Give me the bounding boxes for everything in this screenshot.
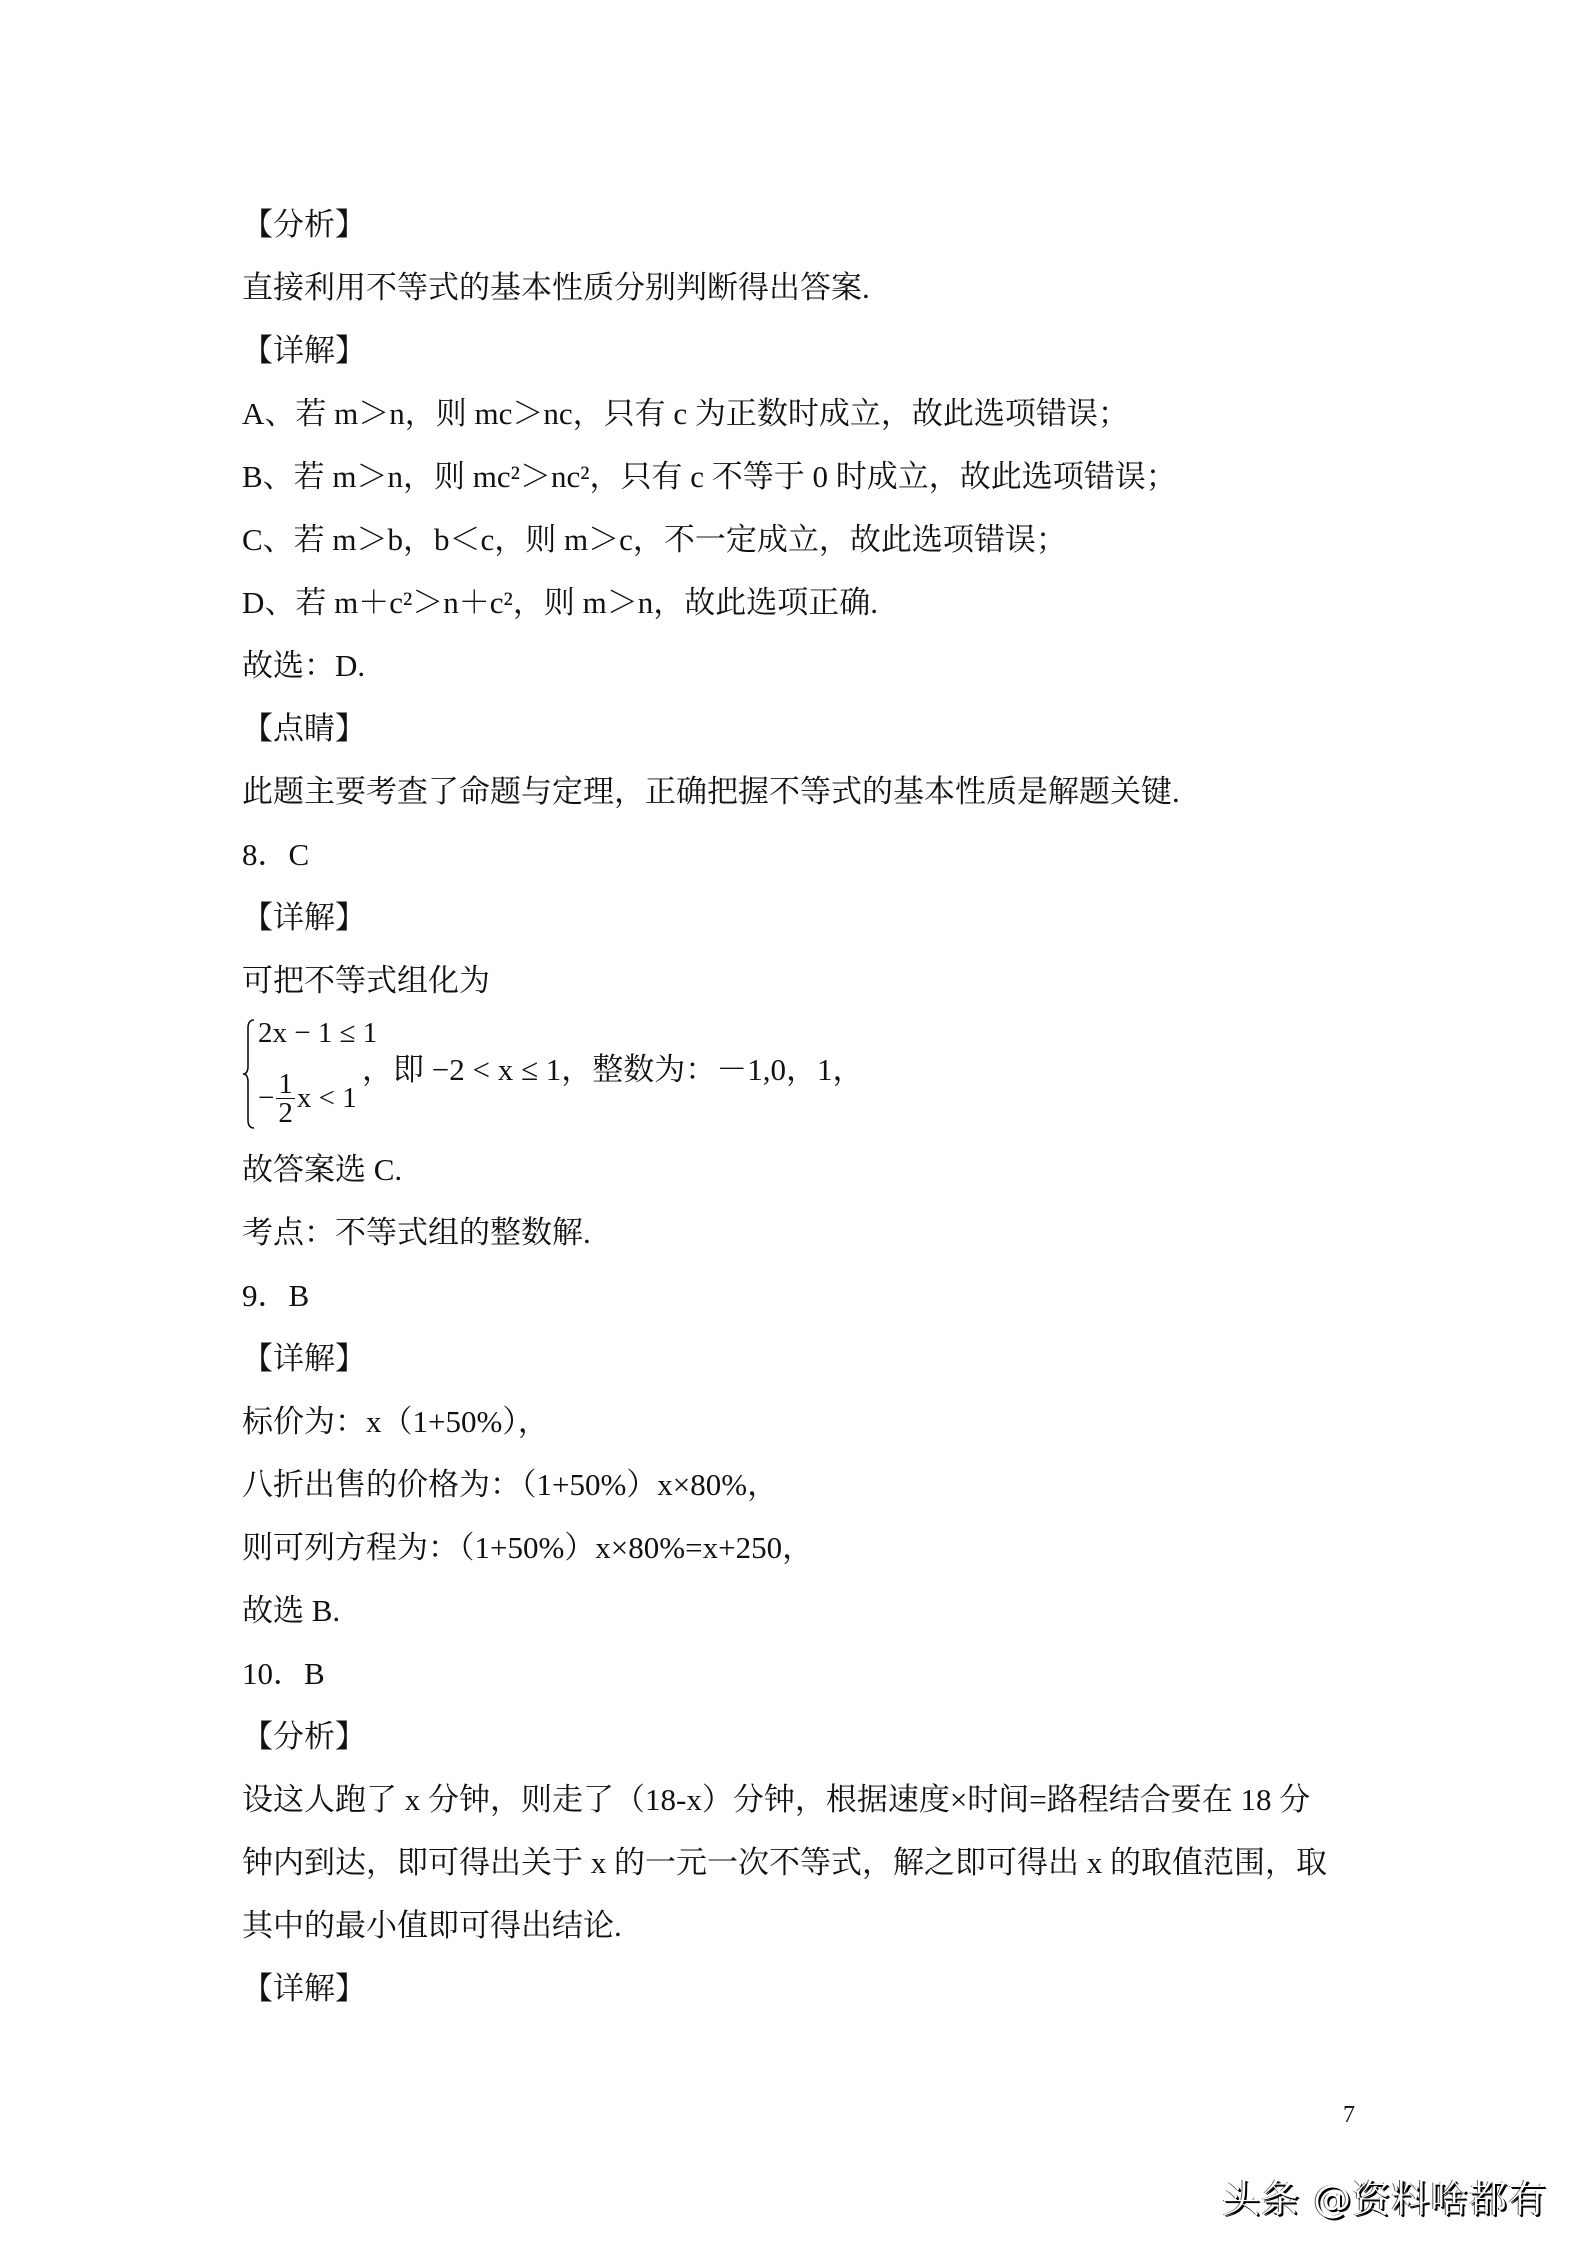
document-body [242,193,1362,2020]
text-line: 【详解】 [242,1341,366,1376]
text-line: D、若 m＋c²＞n＋c²，则 m＞n，故此选项正确. [242,585,878,620]
text-line: 此题主要考查了命题与定理，正确把握不等式的基本性质是解题关键. [242,774,1180,809]
numerator: 1 [278,1068,293,1100]
inequality-2-rest: x < 1 [296,1082,357,1114]
text-line: 可把不等式组化为 [242,963,490,998]
text-line: 【详解】 [242,1971,366,2006]
text-line: C、若 m＞b，b＜c，则 m＞c，不一定成立，故此选项错误； [242,522,1067,557]
text-line: 八折出售的价格为：（1+50%）x×80%， [242,1467,779,1502]
text-line: A、若 m＞n，则 mc＞nc，只有 c 为正数时成立，故此选项错误； [242,396,1129,431]
left-brace-icon [242,1018,256,1130]
text-line: 故选：D. [242,648,366,683]
minus-sign: − [258,1082,275,1114]
text-line: 其中的最小值即可得出结论. [242,1908,622,1943]
denominator: 2 [278,1097,293,1129]
text-line: B、若 m＞n，则 mc²＞nc²，只有 c 不等于 0 时成立，故此选项错误； [242,459,1177,494]
text-line: 故选 B. [242,1593,341,1628]
text-block-b [242,1138,1362,2020]
text-line: 【点睛】 [242,711,366,746]
text-line: 钟内到达，即可得出关于 x 的一元一次不等式，解之即可得出 x 的取值范围，取 [242,1845,1327,1880]
page-number: 7 [1343,2102,1355,2128]
text-line: 故答案选 C. [242,1152,403,1187]
text-line: 直接利用不等式的基本性质分别判断得出答案. [242,270,870,305]
text-line: 则可列方程为：（1+50%）x×80%=x+250， [242,1530,814,1565]
text-line: 设这人跑了 x 分钟，则走了（18-x）分钟，根据速度×时间=路程结合要在 18 分 [242,1782,1311,1817]
fraction [276,1070,295,1127]
text-line: 标价为：x（1+50%）， [242,1404,549,1439]
solution-text: ，即 −2 < x ≤ 1，整数为：－1,0，1， [362,1052,864,1087]
watermark: 头条 @资料啥都有 [1222,2177,1548,2221]
inequality-2 [258,1070,357,1127]
text-line: 8．C [242,837,310,872]
text-line: 【详解】 [242,900,366,935]
text-line: 【分析】 [242,207,366,242]
text-line: 10．B [242,1656,325,1691]
text-line: 【详解】 [242,333,366,368]
text-line: 【分析】 [242,1719,366,1754]
inequality-system [242,1012,1362,1138]
text-block-a [242,193,1362,1012]
text-line: 考点：不等式组的整数解. [242,1215,591,1250]
inequality-1: 2x − 1 ≤ 1 [258,1017,378,1049]
text-line: 9．B [242,1278,310,1313]
